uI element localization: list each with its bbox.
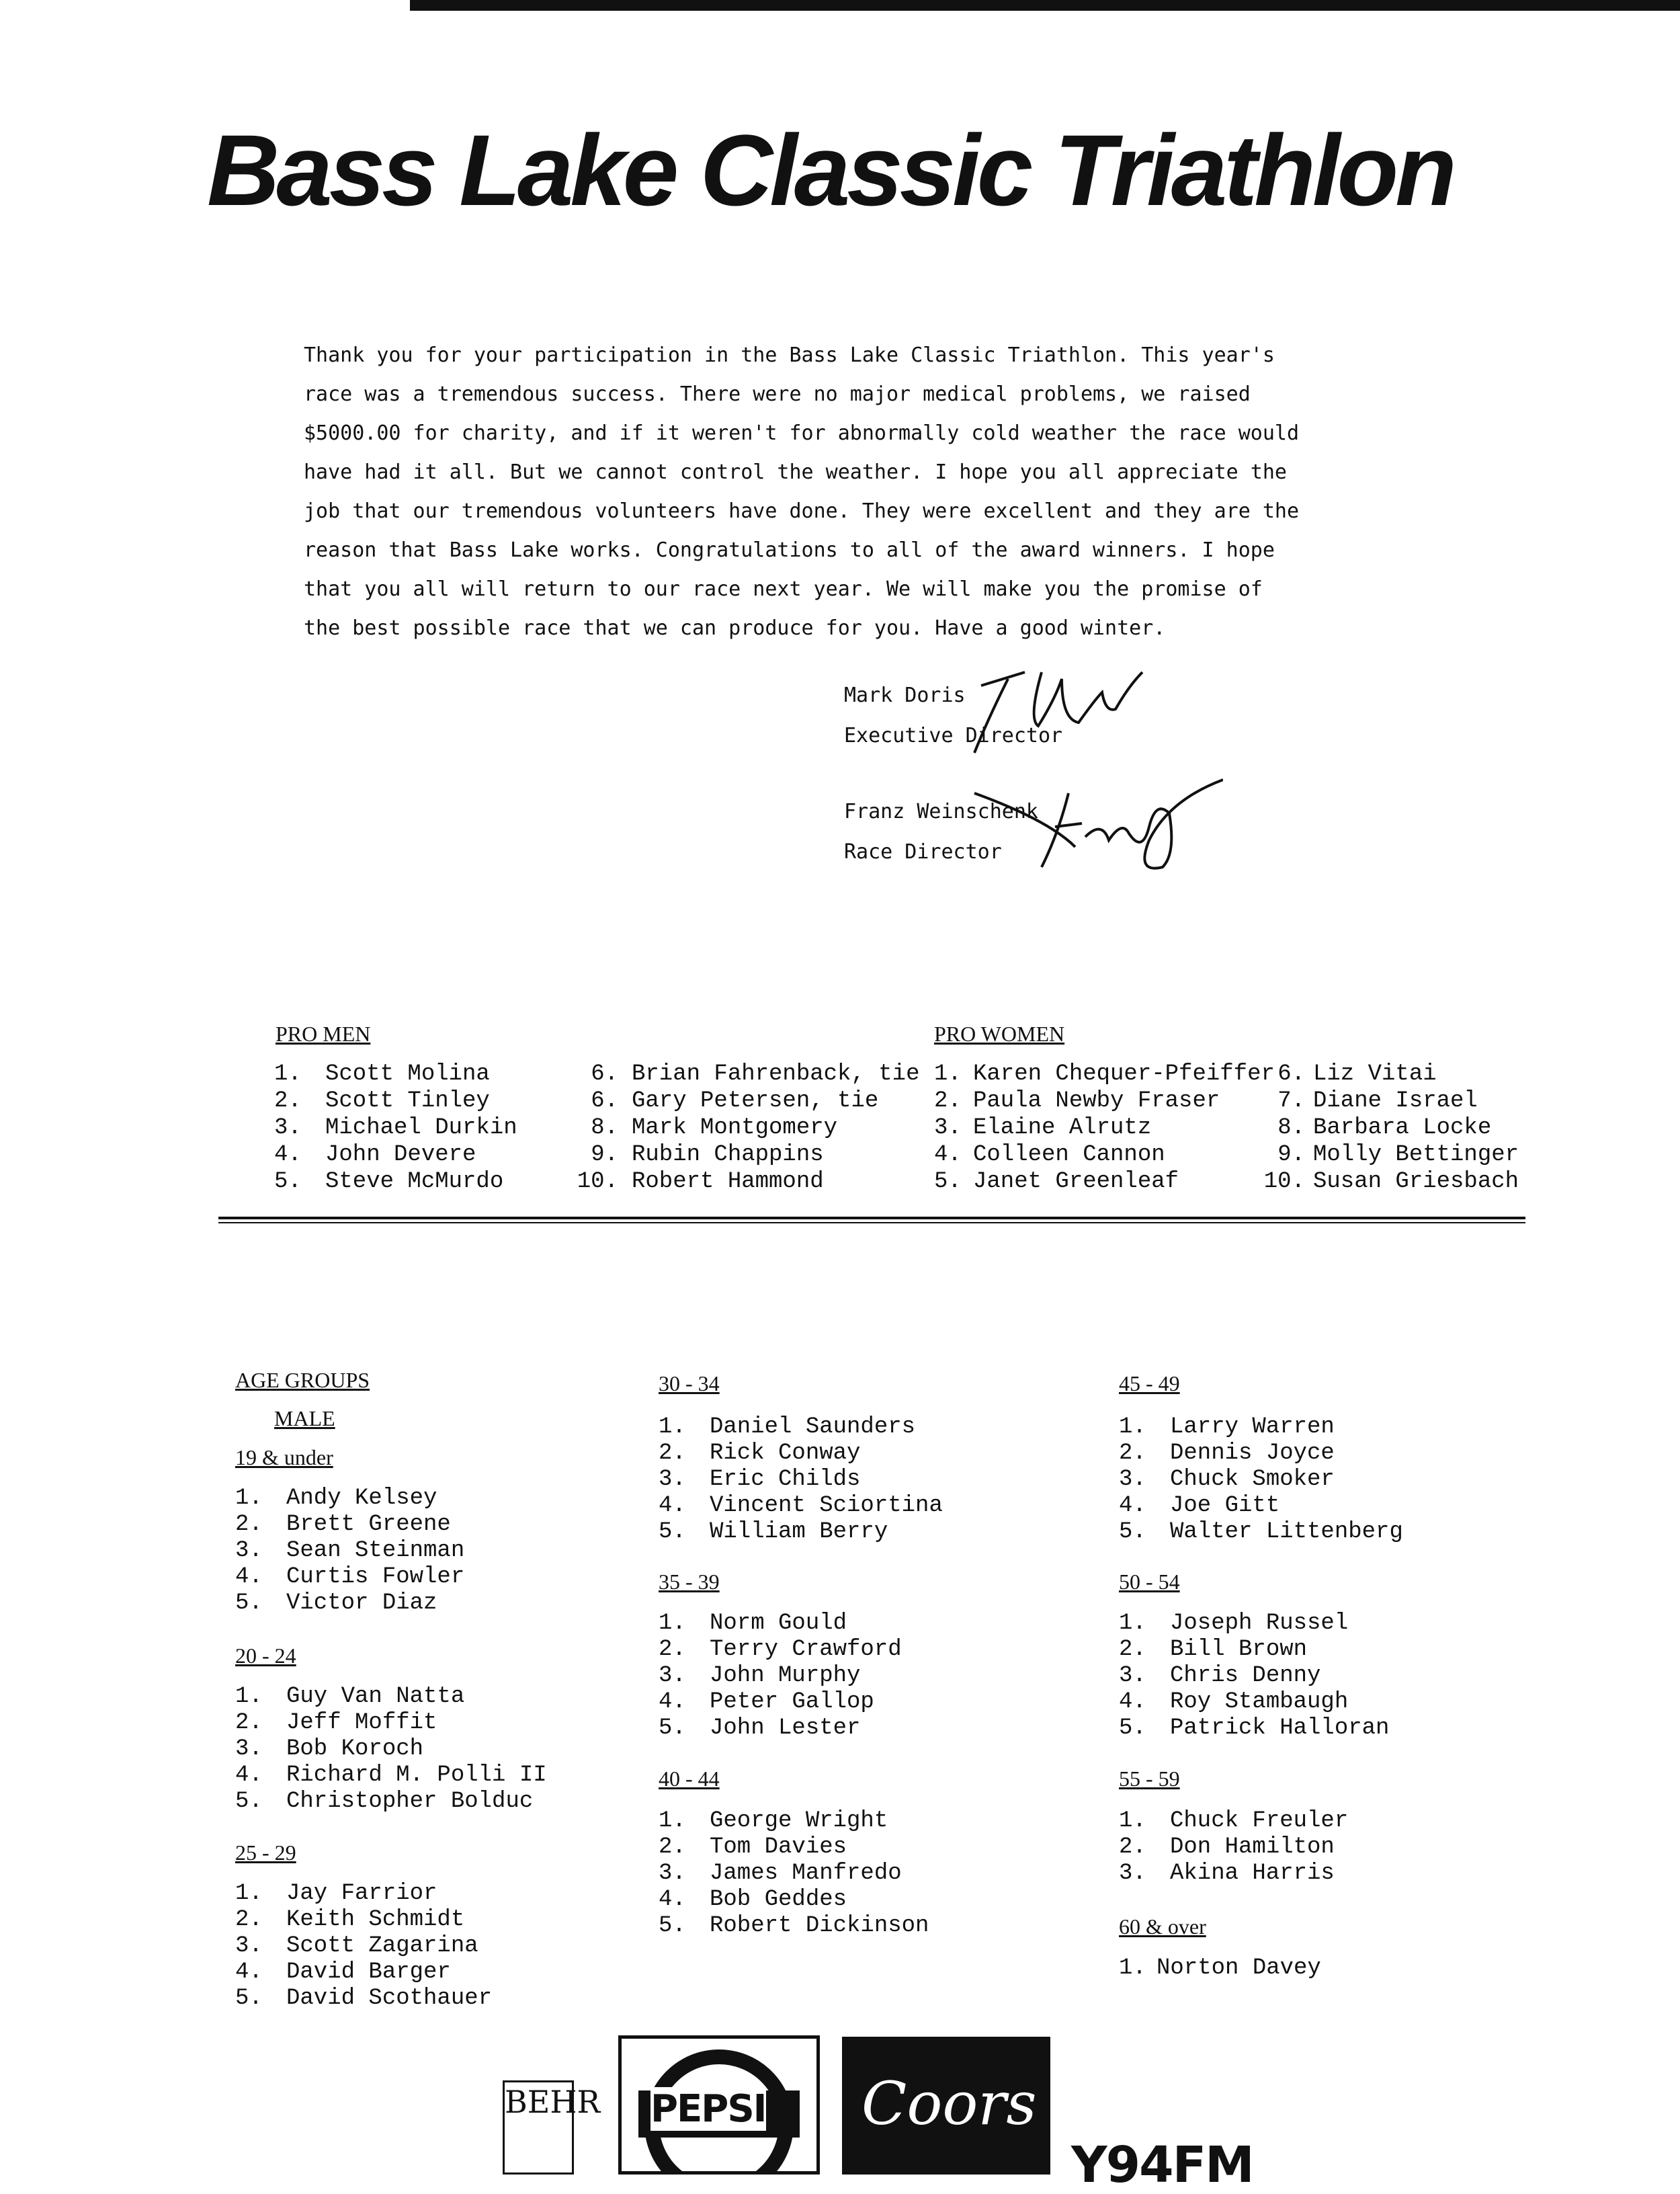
list-item: 4. David Barger [235, 1959, 451, 1985]
list-item: 4. Richard M. Polli II [235, 1762, 547, 1788]
list-item: 3. Chris Denny [1119, 1663, 1321, 1689]
list-item: 4. Peter Gallop [659, 1689, 874, 1715]
list-item: 4. Colleen Cannon [934, 1142, 1165, 1168]
list-item: 5. John Lester [659, 1715, 861, 1741]
age-group-list [1119, 1414, 1403, 1545]
list-item: 2. Terry Crawford [659, 1637, 902, 1662]
age-group-heading: 35 - 39 [659, 1570, 720, 1594]
section-divider [218, 1217, 1525, 1219]
list-item: 3. Akina Harris [1119, 1861, 1335, 1886]
letter-line: race was a tremendous success. There were no major medical problems, we raised [304, 382, 1251, 406]
list-item: 2. Rick Conway [659, 1440, 861, 1466]
age-group-list [659, 1414, 943, 1545]
list-item: 1. Larry Warren [1119, 1414, 1335, 1440]
pepsi-wordmark: PEPSI [650, 2087, 766, 2131]
age-group-list [1119, 1808, 1348, 1887]
list-item: 2. Paula Newby Fraser [934, 1088, 1220, 1114]
list-item: 4. Curtis Fowler [235, 1564, 465, 1590]
age-group-heading: 20 - 24 [235, 1643, 296, 1668]
age-group-heading: 30 - 34 [659, 1371, 720, 1395]
letter-line: Thank you for your participation in the Bass Lake Classic Triathlon. This year's [304, 343, 1275, 367]
pro-men-list-1 [274, 1061, 517, 1195]
age-group-heading: 19 & under [235, 1445, 333, 1469]
pro-women-list-1 [934, 1061, 1275, 1195]
list-item: 6. Brian Fahrenback, tie [591, 1061, 920, 1087]
list-item: 1. Norm Gould [659, 1611, 847, 1636]
y94fm-logo: Y94FM [1071, 2136, 1253, 2194]
list-item: 2. Bill Brown [1119, 1637, 1308, 1662]
list-item: 1. Guy Van Natta [235, 1684, 465, 1709]
age-group-list [1119, 1611, 1389, 1742]
list-item: 3. Chuck Smoker [1119, 1467, 1335, 1492]
list-item: 3. James Manfredo [659, 1861, 902, 1886]
letter-line: job that our tremendous volunteers have done. They were excellent and they are the [304, 499, 1300, 523]
coors-wordmark: Coors [862, 2069, 1037, 2138]
list-item: 5. Christopher Bolduc [235, 1789, 534, 1814]
list-item: 2. Tom Davies [659, 1834, 847, 1860]
list-item: 3. Michael Durkin [274, 1115, 517, 1141]
age-group-heading: 50 - 54 [1119, 1570, 1180, 1594]
list-item: 5. Victor Diaz [235, 1590, 437, 1616]
behr-logo: BEHR [503, 2080, 574, 2175]
list-item: 1. Chuck Freuler [1119, 1808, 1349, 1834]
list-item: 7. Diane Israel [1277, 1088, 1478, 1114]
letter-line: the best possible race that we can produce for you. Have a good winter. [304, 616, 1166, 640]
age-group-list [235, 1881, 492, 2012]
signer-role: Executive Director [844, 724, 1063, 747]
list-item: 8. Barbara Locke [1277, 1115, 1492, 1141]
list-item: 1. Andy Kelsey [235, 1486, 437, 1511]
list-item: 3. Elaine Alrutz [934, 1115, 1152, 1141]
signer-role: Race Director [844, 840, 1002, 864]
letter-line: reason that Bass Lake works. Congratulations to all of the award winners. I hope [304, 538, 1275, 562]
list-item: 4. Bob Geddes [659, 1887, 847, 1912]
list-item: 3. Sean Steinman [235, 1538, 465, 1563]
letter-line: have had it all. But we cannot control the weather. I hope you all appreciate the [304, 460, 1287, 484]
male-subheading: MALE [274, 1406, 335, 1430]
signer-name: Mark Doris [844, 684, 966, 707]
list-item: 3. Eric Childs [659, 1467, 861, 1492]
letter-line: $5000.00 for charity, and if it weren't for abnormally cold weather the race would [304, 421, 1300, 445]
age-group-list [235, 1486, 464, 1617]
list-item: 2. Brett Greene [235, 1512, 451, 1537]
list-item: 1. Scott Molina [274, 1061, 490, 1087]
list-item: 5. David Scothauer [235, 1986, 493, 2011]
list-item: 4. John Devere [274, 1142, 476, 1168]
pro-men-heading: PRO MEN [276, 1022, 371, 1046]
list-item: 2. Scott Tinley [274, 1088, 490, 1114]
list-item: 3. Scott Zagarina [235, 1933, 478, 1959]
age-group-list [659, 1611, 902, 1742]
list-item: 5. Robert Dickinson [659, 1913, 929, 1939]
age-groups-heading: AGE GROUPS [235, 1368, 370, 1392]
list-item: 3. John Murphy [659, 1663, 861, 1689]
age-group-heading: 55 - 59 [1119, 1766, 1180, 1791]
section-divider [218, 1222, 1525, 1223]
list-item: 2. Jeff Moffit [235, 1710, 437, 1736]
list-item: 9. Rubin Chappins [591, 1142, 824, 1168]
list-item: 2. Keith Schmidt [235, 1907, 465, 1933]
list-item: 6. Gary Petersen, tie [591, 1088, 879, 1114]
list-item: 8. Mark Montgomery [591, 1115, 838, 1141]
list-item: 1. Joseph Russel [1119, 1611, 1349, 1636]
list-item: 1. Norton Davey [1119, 1955, 1321, 1981]
list-item: 5. Janet Greenleaf [934, 1169, 1179, 1194]
list-item: 3. Bob Koroch [235, 1736, 424, 1762]
list-item: 1. George Wright [659, 1808, 888, 1834]
list-item: 1. Karen Chequer-Pfeiffer [934, 1061, 1275, 1087]
signature-franz-weinschenk [968, 773, 1223, 881]
list-item: 10. Robert Hammond [577, 1169, 824, 1194]
list-item: 9. Molly Bettinger [1277, 1142, 1519, 1168]
top-border-rule [410, 0, 1680, 11]
page-title: Bass Lake Classic Triathlon [207, 114, 1454, 227]
age-group-list [1119, 1955, 1321, 1982]
age-group-heading: 25 - 29 [235, 1840, 296, 1865]
age-group-heading: 60 & over [1119, 1914, 1206, 1939]
list-item: 5. William Berry [659, 1519, 888, 1545]
list-item: 5. Patrick Halloran [1119, 1715, 1390, 1741]
list-item: 1. Daniel Saunders [659, 1414, 916, 1440]
list-item: 5. Walter Littenberg [1119, 1519, 1403, 1545]
list-item: 2. Dennis Joyce [1119, 1440, 1335, 1466]
signer-name: Franz Weinschenk [844, 800, 1038, 823]
age-group-list [659, 1808, 929, 1939]
age-group-heading: 40 - 44 [659, 1766, 720, 1791]
list-item: 10. Susan Griesbach [1263, 1169, 1519, 1194]
list-item: 1. Jay Farrior [235, 1881, 437, 1906]
pro-women-heading: PRO WOMEN [934, 1022, 1065, 1046]
pro-women-list-2 [1251, 1061, 1519, 1195]
signature-mark-doris [961, 659, 1163, 760]
list-item: 6. Liz Vitai [1277, 1061, 1437, 1087]
age-group-heading: 45 - 49 [1119, 1371, 1180, 1395]
age-group-list [235, 1684, 547, 1815]
letter-line: that you all will return to our race next year. We will make you the promise of [304, 577, 1263, 601]
letter-body [304, 336, 1352, 648]
pro-men-list-2 [551, 1061, 919, 1195]
list-item: 4. Vincent Sciortina [659, 1493, 943, 1518]
list-item: 4. Roy Stambaugh [1119, 1689, 1349, 1715]
list-item: 5. Steve McMurdo [274, 1169, 504, 1194]
list-item: 2. Don Hamilton [1119, 1834, 1335, 1860]
list-item: 4. Joe Gitt [1119, 1493, 1280, 1518]
